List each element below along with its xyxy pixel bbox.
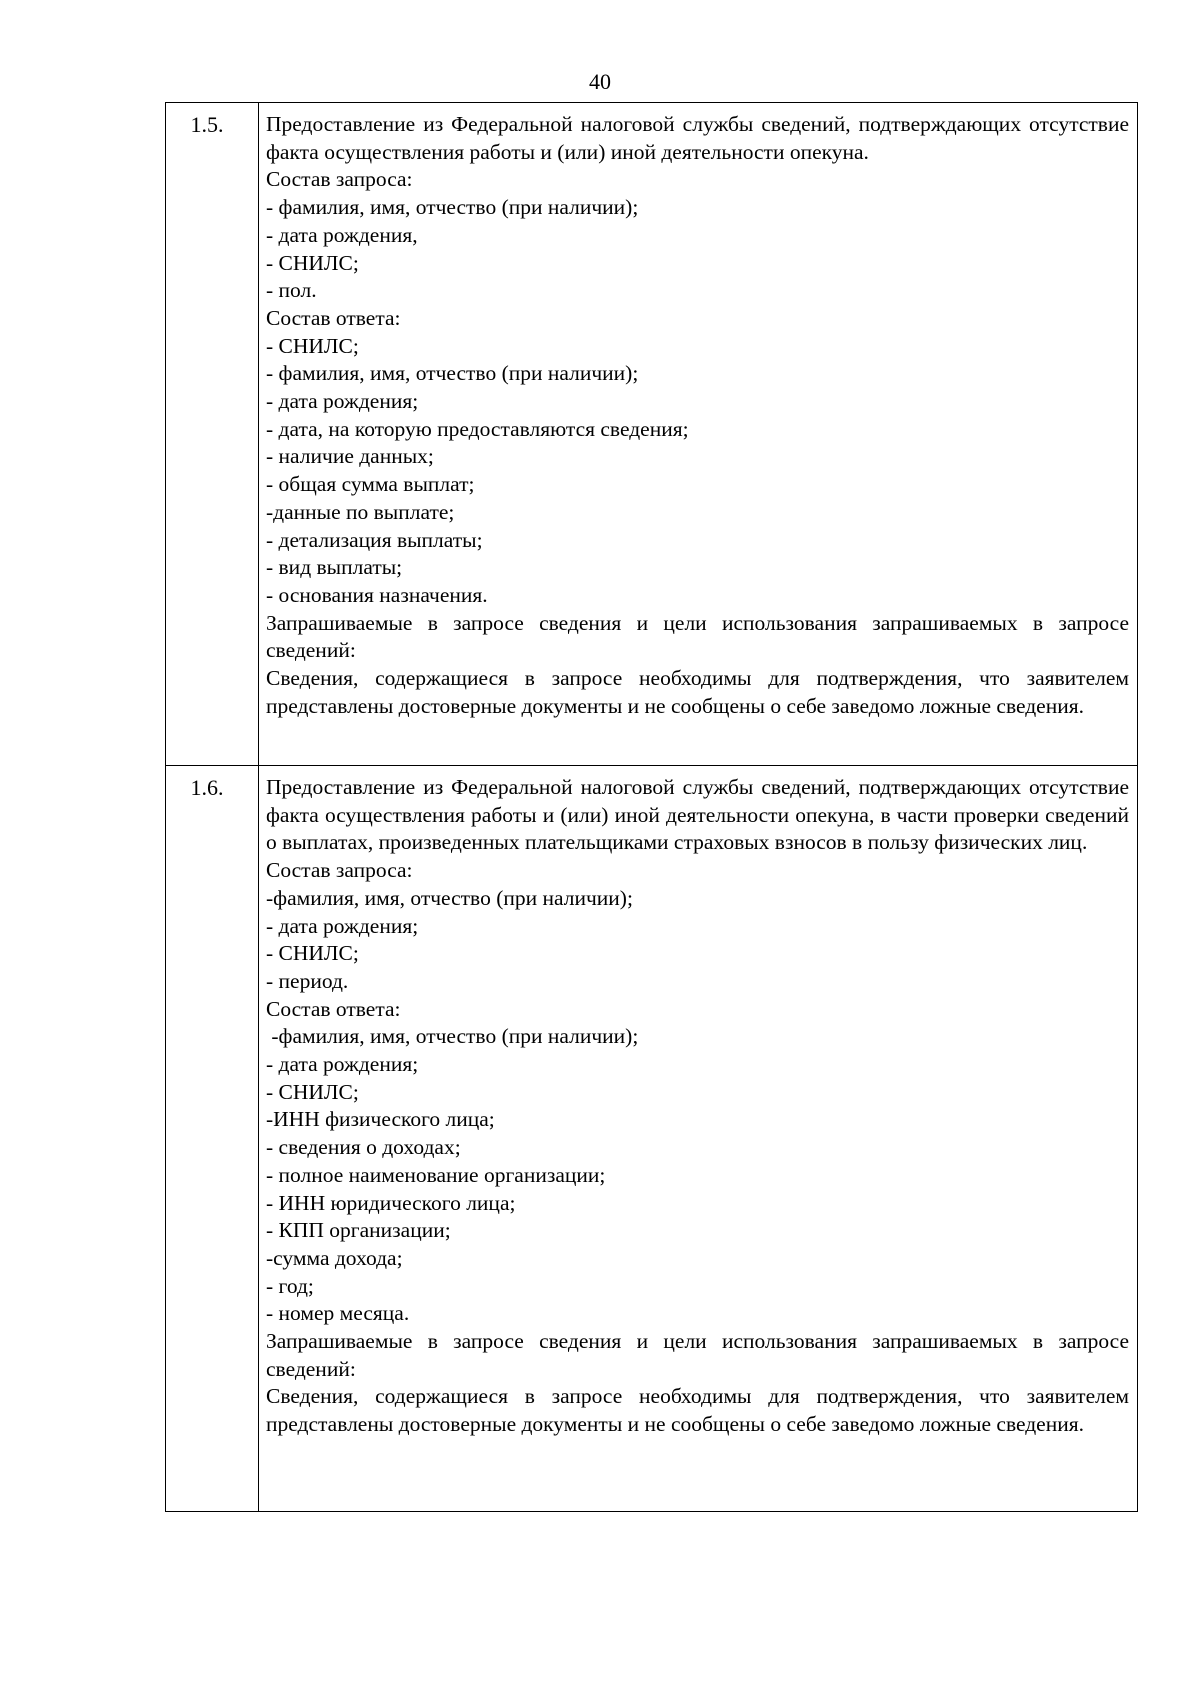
row-heading: Предоставление из Федеральной налоговой службы сведений, подтверждающих отсутствие факта осуществления работы и (или) иной деятельности опекуна, в части проверки сведений о выплатах, произведенных плательщиками страховых взносов в пользу физических лиц. [266,775,1129,855]
list-item: - пол. [266,278,317,303]
list-item: - СНИЛС; [266,333,359,358]
list-item: - вид выплаты; [266,555,403,580]
list-item: -фамилия, имя, отчество (при наличии); [266,1024,639,1049]
list-item: - СНИЛС; [266,250,359,275]
table-row [166,766,1138,1512]
purpose-text: Сведения, содержащиеся в запросе необходимы для подтверждения, что заявителем представлены достоверные документы и не сообщены о себе заведомо ложные сведения. [266,666,1129,718]
purpose-title: Запрашиваемые в запросе сведения и цели использования запрашиваемых в запросе сведений: [266,1329,1129,1381]
list-item: - ИНН юридического лица; [266,1190,516,1215]
row-number: 1.6. [166,766,259,1512]
list-item: - сведения о доходах; [266,1135,461,1160]
list-item: -данные по выплате; [266,499,455,524]
list-item: - СНИЛС; [266,1079,359,1104]
purpose-title: Запрашиваемые в запросе сведения и цели использования запрашиваемых в запросе сведений: [266,610,1129,663]
list-item: - дата, на которую предоставляются сведения; [266,416,689,441]
list-item: - год; [266,1273,314,1298]
list-item: -ИНН физического лица; [266,1107,495,1132]
list-item: - наличие данных; [266,444,434,469]
list-item: - дата рождения; [266,1052,419,1077]
list-item: - СНИЛС; [266,941,359,966]
row-number: 1.5. [166,103,259,766]
list-item: -фамилия, имя, отчество (при наличии); [266,885,633,910]
table-row [166,103,1138,766]
list-item: - основания назначения. [266,582,488,607]
list-item: - период. [266,968,349,993]
list-item: - полное наименование организации; [266,1162,606,1187]
list-item: -сумма дохода; [266,1245,403,1270]
list-item: - общая сумма выплат; [266,472,475,497]
list-item: - КПП организации; [266,1218,451,1243]
response-title: Состав ответа: [266,305,401,330]
response-title: Состав ответа: [266,996,401,1021]
request-title: Состав запроса: [266,167,413,192]
list-item: - дата рождения; [266,913,419,938]
purpose-text: Сведения, содержащиеся в запросе необходимы для подтверждения, что заявителем представлены достоверные документы и не сообщены о себе заведомо ложные сведения. [266,1384,1129,1437]
requirements-table [165,102,1138,1512]
row-heading: Предоставление из Федеральной налоговой службы сведений, подтверждающих отсутствие факта осуществления работы и (или) иной деятельности опекуна. [266,112,1129,164]
request-title: Состав запроса: [266,858,413,883]
list-item: - дата рождения; [266,389,419,414]
row-content [259,103,1138,766]
list-item: - фамилия, имя, отчество (при наличии); [266,195,639,220]
list-item: - детализация выплаты; [266,527,483,552]
list-item: - номер месяца. [266,1301,410,1326]
list-item: - фамилия, имя, отчество (при наличии); [266,361,639,386]
list-item: - дата рождения, [266,222,418,247]
page-number: 40 [589,69,611,94]
row-content [259,766,1138,1512]
